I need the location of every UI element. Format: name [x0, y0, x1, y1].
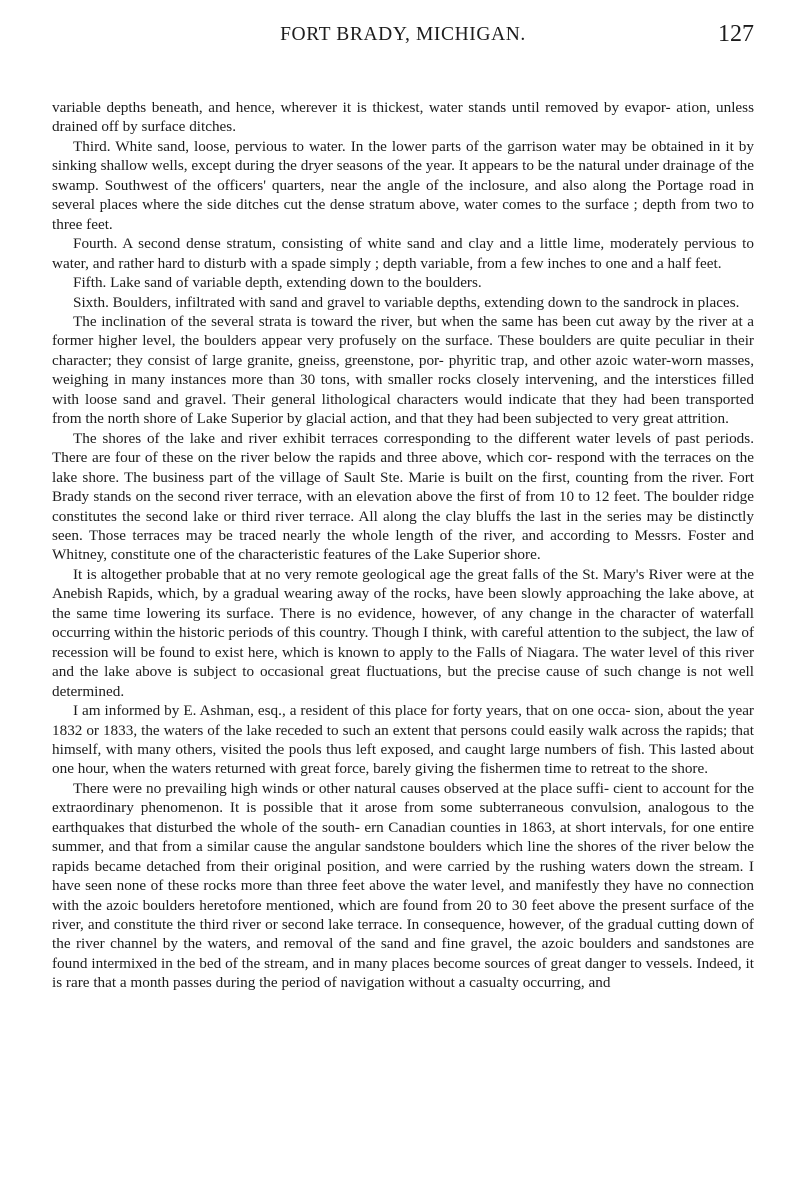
- paragraph-ashman-account: I am informed by E. Ashman, esq., a resident of this place for forty years, that on one occa- sion, about the year 1832 or 1833, the waters of the lake receded to such an extent that persons could easily walk across the rapids; that himself, with many others, visited the pools thus left exposed, and caught large numbers of fish. This lasted about one hour, when the waters returned with great force, barely giving the fishermen time to retreat to the shore.: [52, 702, 754, 778]
- running-head: [52, 21, 754, 58]
- body-text: [52, 98, 754, 993]
- paragraph-terraces: The shores of the lake and river exhibit terraces corresponding to the different water levels of past periods. There are four of these on the river below the rapids and three above, which cor- respond with the terraces on the lake shore. The business part of the village of Sault Ste. Marie is built on the first, counting from the river. Fort Brady stands on the second river terrace, with an elevation above the first of from 10 to 12 feet. The boulder ridge constitutes the second lake or third river terrace. All along the clay bluffs the last in the series may be distinctly seen. Those terraces may be traced nearly the whole length of the river, and according to Messrs. Foster and Whitney, constitute one of the characteristic features of the Lake Superior shore.: [52, 429, 754, 564]
- paragraph-sixth-stratum: Sixth. Boulders, infiltrated with sand and gravel to variable depths, extending down to the sandrock in places.: [73, 293, 740, 311]
- running-title: FORT BRADY, MICHIGAN.: [280, 24, 526, 45]
- paragraph-third-stratum: Third. White sand, loose, pervious to water. In the lower parts of the garrison water may be obtained in it by sinking shallow wells, except during the dryer seasons of the year. It appears to be the natural under drainage of the swamp. Southwest of the officers' quarters, near the angle of the inclosure, and also along the Portage road in several places where the side ditches cut the dense stratum above, water comes to the surface ; depth from two to three feet.: [52, 137, 754, 233]
- page-number: 127: [718, 21, 754, 47]
- paragraph-fourth-stratum: Fourth. A second dense stratum, consisting of white sand and clay and a little lime, moderately pervious to water, and rather hard to disturb with a spade simply ; depth variable, from a few inches to one and a half feet.: [52, 235, 754, 272]
- paragraph-continuation: variable depths beneath, and hence, wherever it is thickest, water stands until removed by evapor- ation, unless drained off by surface ditches.: [52, 99, 754, 136]
- paragraph-falls-recession: It is altogether probable that at no very remote geological age the great falls of the St. Mary's River were at the Anebish Rapids, which, by a gradual wearing away of the rocks, have been slowly approaching the lake above, at the same time lowering its surface. There is no evidence, however, of any change in the character of waterfall occurring within the historic periods of this country. Though I think, with careful attention to the subject, the law of recession will be found to exist here, which is known to apply to the Falls of Niagara. The water level of this river and the lake above is subject to occasional great fluctuations, but the precise cause of such change is not well determined.: [52, 565, 754, 700]
- paragraph-strata-inclination: The inclination of the several strata is toward the river, but when the same has been cut away by the river at a former higher level, the boulders appear very profusely on the surface. These boulders are quite peculiar in their character; they consist of large granite, gneiss, greenstone, por- phyritic trap, and other azoic water-worn masses, weighing in many instances more than 30 tons, with smaller rocks closely intervening, and the interstices filled with loose sand and gravel. Their general lithological characters would indicate that they had been transported from the north shore of Lake Superior by glacial action, and that they had been subjected to very great attrition.: [52, 312, 754, 428]
- paragraph-fifth-stratum: Fifth. Lake sand of variable depth, extending down to the boulders.: [73, 274, 482, 292]
- paragraph-convulsion-theory: There were no prevailing high winds or other natural causes observed at the place suffi- cient to account for the extraordinary phenomenon. It is possible that it arose from some subterraneous convulsion, analogous to the earthquakes that disturbed the whole of the south- ern Canadian counties in 1863, at short intervals, for one entire summer, and that from a similar cause the angular sandstone boulders which line the shores of the river below the rapids became detached from their original position, and were carried by the rushing waters down the stream. I have seen none of these rocks more than three feet above the water level, and manifestly they have no connection with the azoic boulders heretofore mentioned, which are found from 20 to 30 feet above the present surface of the river, and constitute the third river or second lake terrace. In consequence, however, of the gradual cutting down of the river channel by the waters, and removal of the sand and fine gravel, the azoic boulders and sandstones are found intermixed in the bed of the stream, and in many places become sources of great danger to vessels. Indeed, it is rare that a month passes during the period of navigation without a casualty occurring, and: [52, 779, 754, 992]
